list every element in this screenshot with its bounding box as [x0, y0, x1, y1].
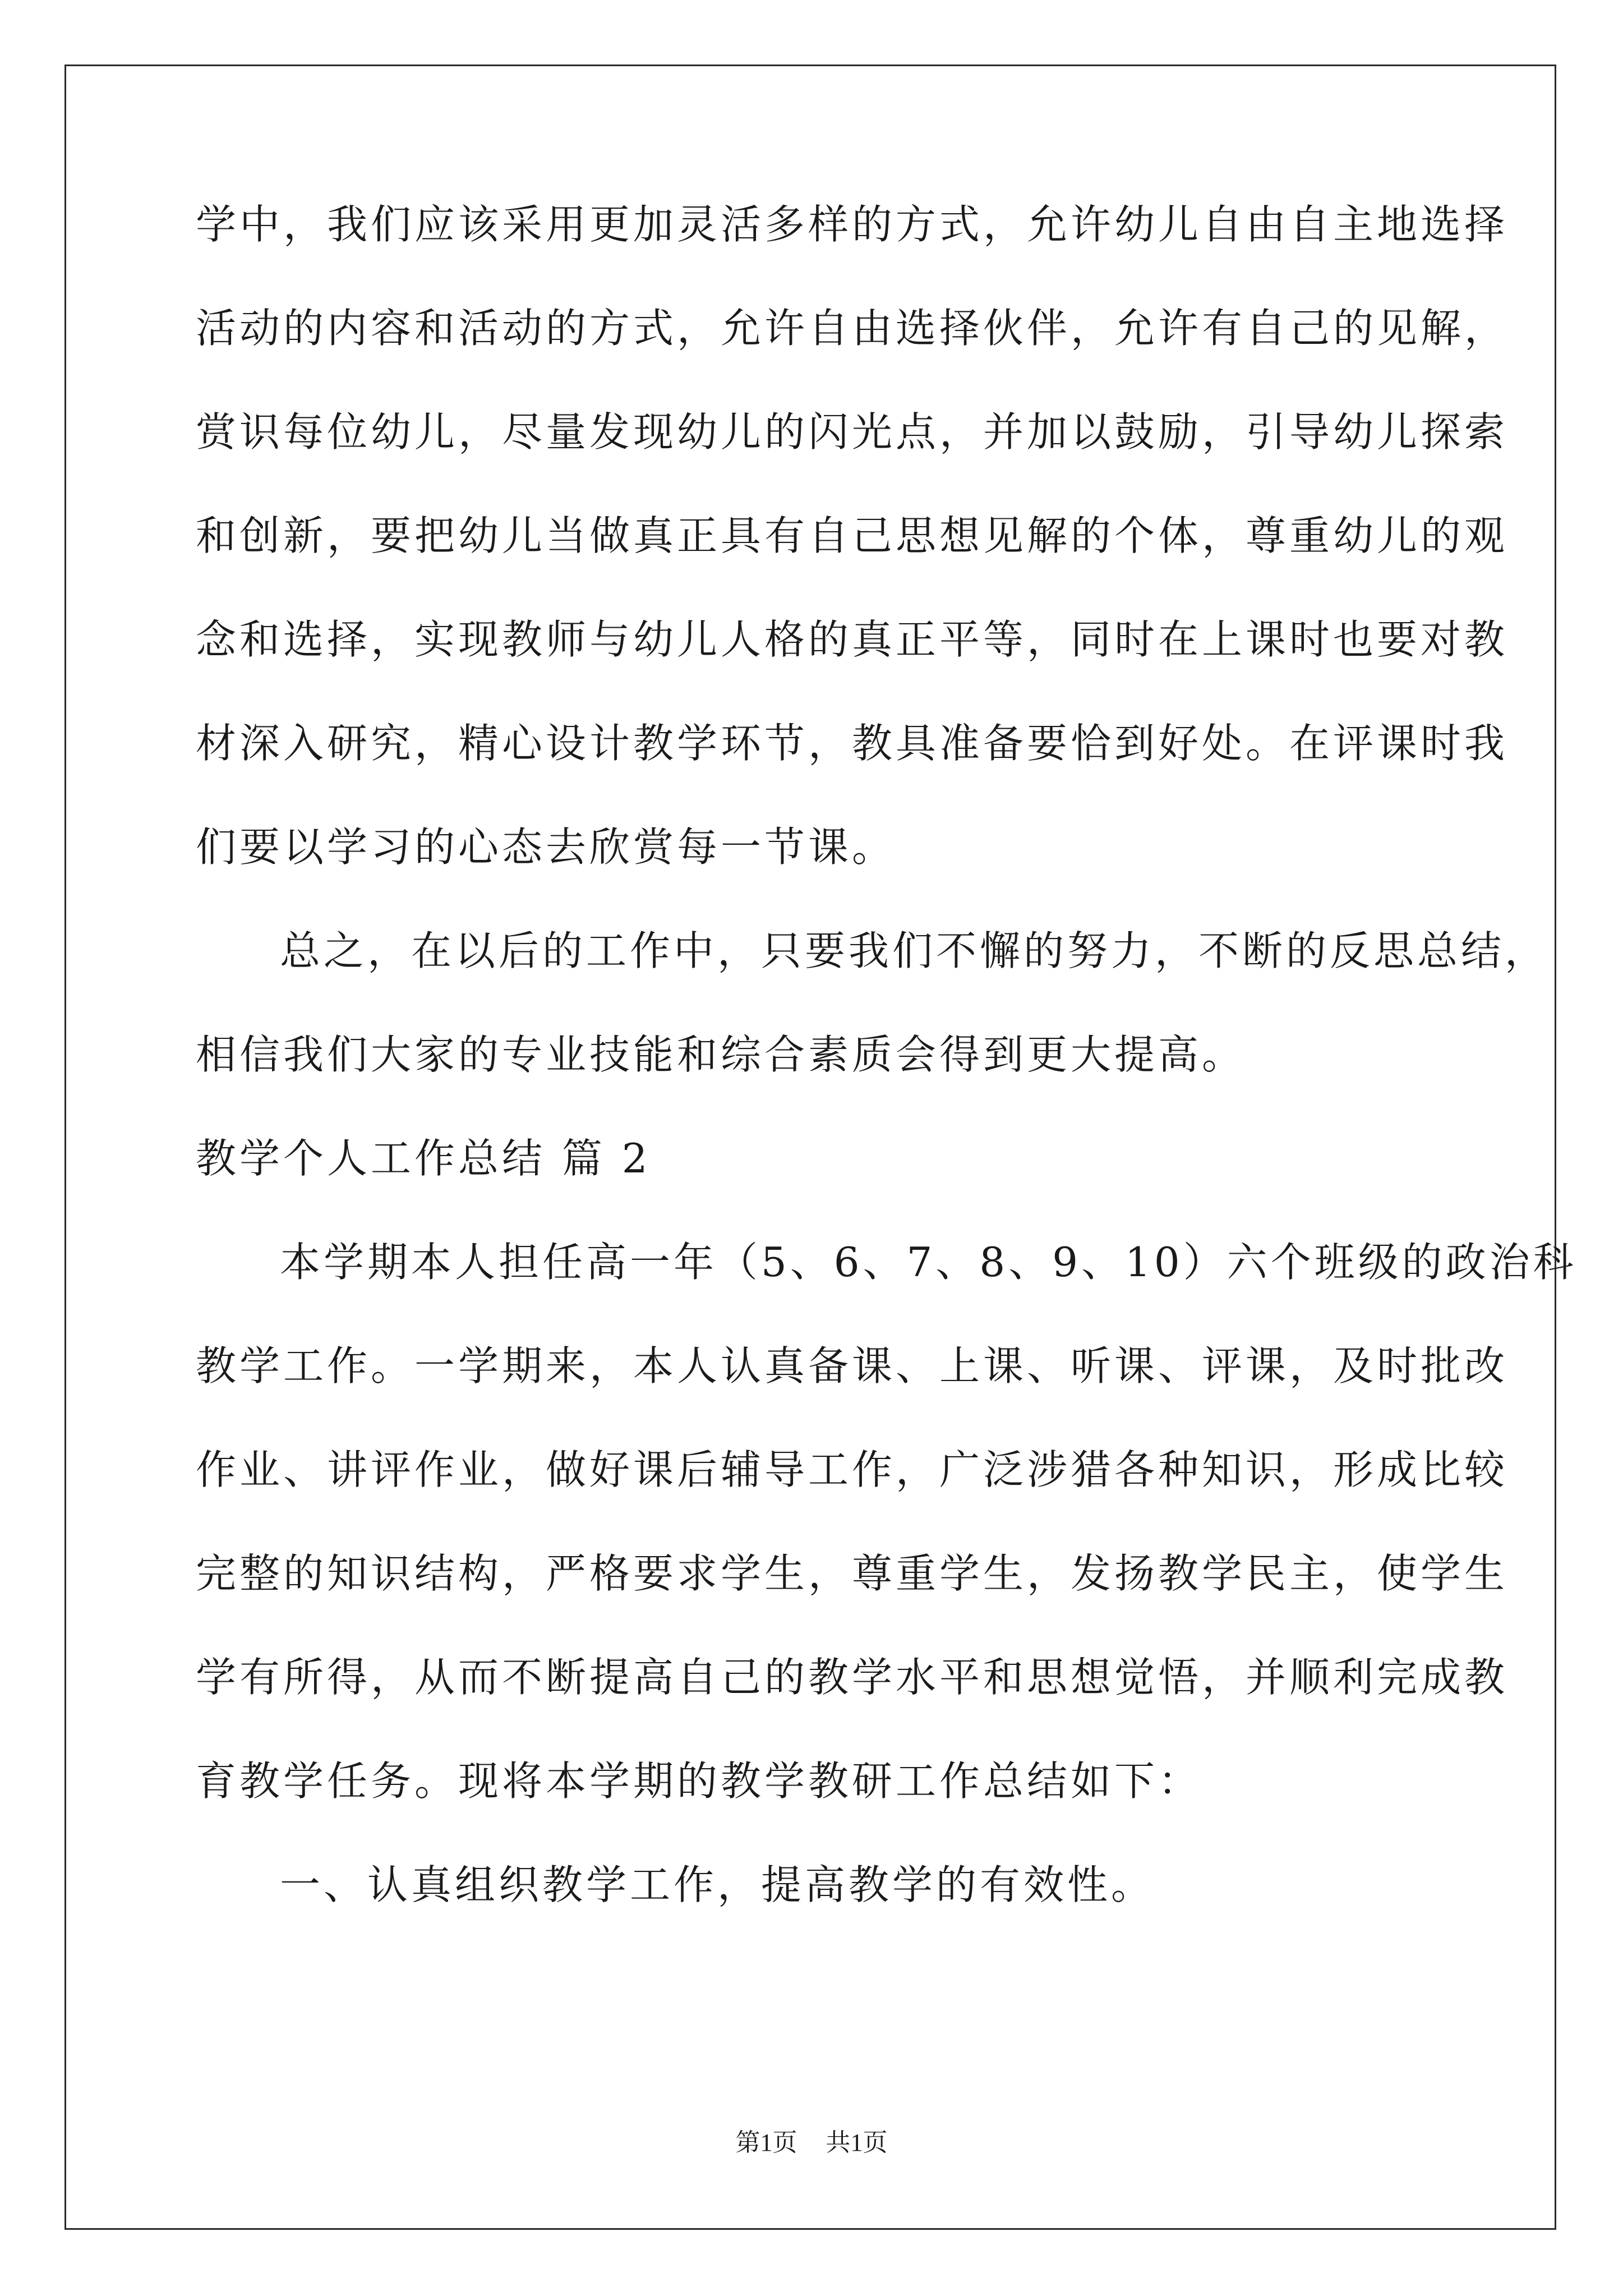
paragraph-line: 一、认真组织教学工作，提高教学的有效性。: [280, 1861, 1155, 1908]
paragraph-line: 活动的内容和活动的方式，允许自由选择伙伴，允许有自己的见解，: [196, 305, 1509, 352]
page-number-current: 第1页: [735, 2129, 797, 2156]
paragraph-line: 赏识每位幼儿，尽量发现幼儿的闪光点，并加以鼓励，引导幼儿探索: [196, 408, 1509, 455]
paragraph-line: 材深入研究，精心设计教学环节，教具准备要恰到好处。在评课时我: [196, 720, 1509, 767]
paragraph-line: 教学工作。一学期来，本人认真备课、上课、听课、评课，及时批改: [196, 1342, 1509, 1389]
page-footer: [0, 2126, 1623, 2160]
page-number-total: 共1页: [826, 2129, 888, 2156]
paragraph-line: 作业、讲评作业，做好课后辅导工作，广泛涉猎各种知识，形成比较: [196, 1446, 1509, 1493]
paragraph-line: 完整的知识结构，严格要求学生，尊重学生，发扬教学民主，使学生: [196, 1550, 1509, 1597]
paragraph-line: 们要以学习的心态去欣赏每一节课。: [196, 823, 896, 871]
paragraph-line: 学中，我们应该采用更加灵活多样的方式，允许幼儿自由自主地选择: [196, 201, 1509, 248]
section-heading: 教学个人工作总结 篇 2: [196, 1135, 651, 1182]
paragraph-line: 本学期本人担任高一年（5、6、7、8、9、10）六个班级的政治科: [280, 1239, 1577, 1286]
paragraph-line: 学有所得，从而不断提高自己的教学水平和思想觉悟，并顺利完成教: [196, 1654, 1509, 1701]
paragraph-line: 和创新，要把幼儿当做真正具有自己思想见解的个体，尊重幼儿的观: [196, 512, 1509, 559]
paragraph-line: 念和选择，实现教师与幼儿人格的真正平等，同时在上课时也要对教: [196, 616, 1509, 663]
paragraph-line: 总之，在以后的工作中，只要我们不懈的努力，不断的反思总结，: [280, 927, 1549, 974]
paragraph-line: 相信我们大家的专业技能和综合素质会得到更大提高。: [196, 1031, 1246, 1078]
paragraph-line: 育教学任务。现将本学期的教学教研工作总结如下：: [196, 1757, 1202, 1805]
